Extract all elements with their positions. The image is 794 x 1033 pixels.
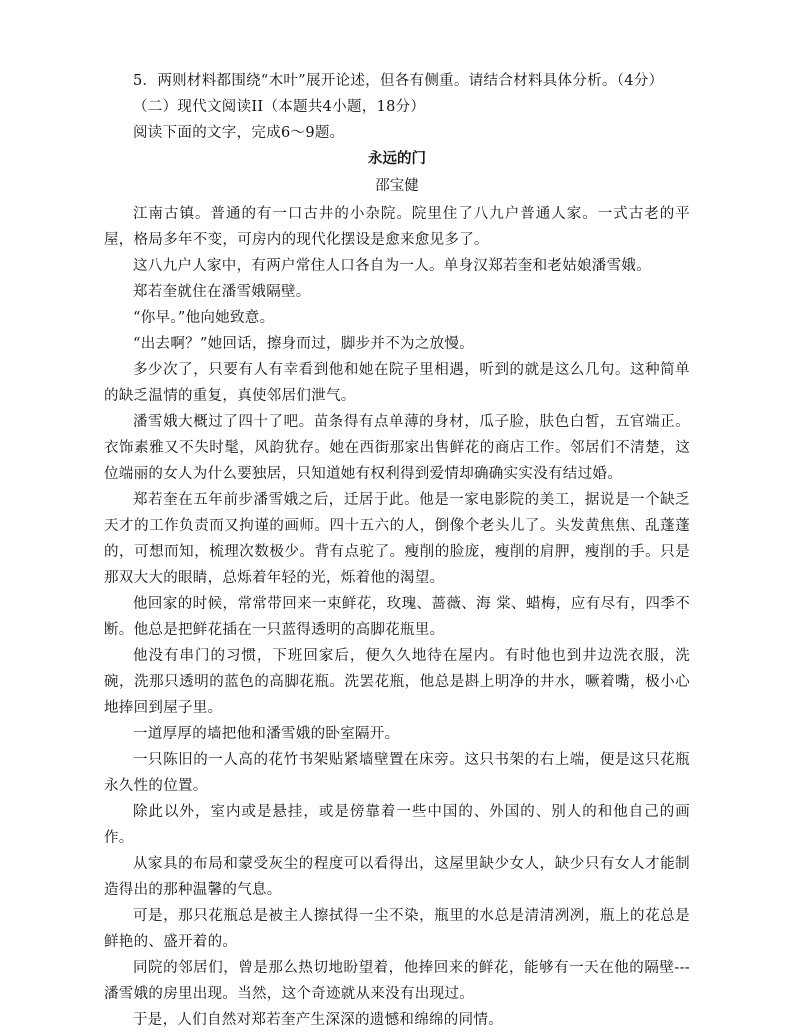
story-paragraph: 同院的邻居们，曾是那么热切地盼望着，他捧回来的鲜花，能够有一天在他的隔壁---潘雪娥的房里出现。当然，这个奇迹就从来没有出现过。 xyxy=(104,960,690,1002)
story-author: 邵宝健 xyxy=(375,178,419,194)
story-paragraph: 他没有串门的习惯，下班回家后，便久久地待在屋内。有时他也到井边洗衣服，洗碗，洗那只透明的蓝色的高脚花瓶。洗罢花瓶，他总是斟上明净的井水，噘着嘴，极小心地捧回到屋子里。 xyxy=(104,648,690,716)
story-paragraph: 一道厚厚的墙把他和潘雪娥的卧室隔开。 xyxy=(133,726,400,742)
story-paragraph: 他回家的时候，常常带回来一束鲜花，玫瑰、蔷薇、海 棠、蜡梅，应有尽有，四季不断。他总是把鲜花插在一只蓝得透明的高脚花瓶里。 xyxy=(104,596,690,638)
reading-instruction: 阅读下面的文字，完成6～9题。 xyxy=(133,125,345,141)
story-paragraph: “出去啊？”她回话，擦身而过，脚步并不为之放慢。 xyxy=(133,336,475,352)
story-paragraph: 潘雪娥大概过了四十了吧。苗条得有点单薄的身材，瓜子脸，肤色白皙，五官端正。衣饰素雅又不失时髦，风韵犹存。她在西街那家出售鲜花的商店工作。邻居们不清楚，这位端丽的女人为什么要独居，只知道她有权利得到爱情却确确实实没有结过婚。 xyxy=(104,414,690,482)
story-paragraph: 多少次了，只要有人有幸看到他和她在院子里相遇，听到的就是这么几句。这种简单的缺乏温情的重复，真使邻居们泄气。 xyxy=(104,362,690,404)
story-paragraph: 于是，人们自然对郑若奎产生深深的遗憾和绵绵的同情。 xyxy=(133,1012,503,1028)
story-title: 永远的门 xyxy=(368,151,426,167)
story-paragraph: 从家具的布局和蒙受灰尘的程度可以看得出，这屋里缺少女人，缺少只有女人才能制造得出的那种温馨的气息。 xyxy=(104,856,690,898)
story-paragraph: 郑若奎就住在潘雪娥隔壁。 xyxy=(133,284,311,300)
story-paragraph: 江南古镇。普通的有一口古井的小杂院。院里住了八九户普通人家。一式古老的平屋，格局多年不变，可房内的现代化摆设是愈来愈见多了。 xyxy=(104,206,690,248)
section-heading: （二）现代文阅读II（本题共4小题，18分） xyxy=(133,99,426,115)
story-paragraph: 可是，那只花瓶总是被主人擦拭得一尘不染，瓶里的水总是清清冽冽，瓶上的花总是鲜艳的、盛开着的。 xyxy=(104,908,690,950)
story-paragraph: 除此以外，室内或是悬挂，或是傍靠着一些中国的、外国的、别人的和他自己的画作。 xyxy=(104,804,690,846)
story-paragraph: 这八九户人家中，有两户常住人口各自为一人。单身汉郑若奎和老姑娘潘雪娥。 xyxy=(133,258,651,274)
story-paragraph: 郑若奎在五年前步潘雪娥之后，迁居于此。他是一家电影院的美工，据说是一个缺乏天才的工作负责而又拘谨的画师。四十五六的人，倒像个老头儿了。头发黄焦焦、乱蓬蓬的，可想而知，梳理次数极少。背有点驼了。瘦削的脸庞，瘦削的肩胛，瘦削的手。只是那双大大的眼睛，总烁着年轻的光，烁着他的渴望。 xyxy=(104,492,690,586)
story-paragraph: 一只陈旧的一人高的花竹书架贴紧墙壁置在床旁。这只书架的右上端，便是这只花瓶永久性的位置。 xyxy=(104,752,690,794)
question-5: 5．两则材料都围绕“木叶”展开论述，但各有侧重。请结合材料具体分析。（4分） xyxy=(133,73,664,89)
story-paragraph: “你早。”他向她致意。 xyxy=(133,310,275,326)
